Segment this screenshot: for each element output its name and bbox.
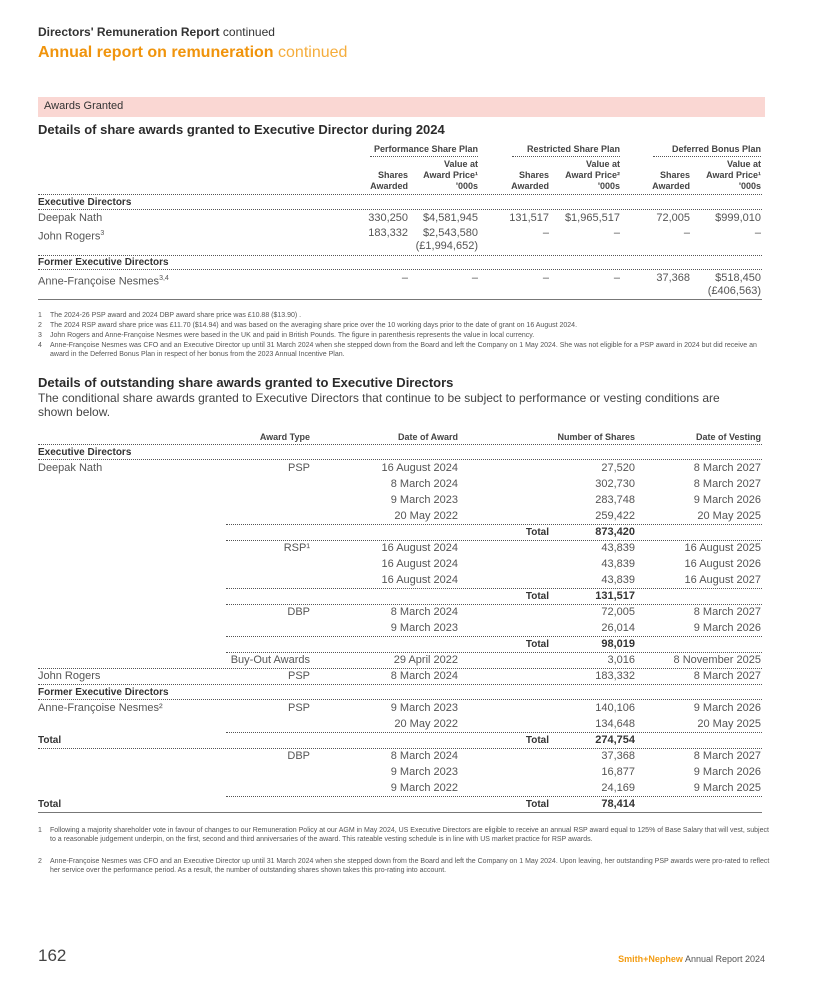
date-of-award: 8 March 2024 [390,750,458,762]
cell-dbp-shares: 37,368 [656,272,690,284]
table2-section-executive: Executive Directors [38,447,132,458]
date-of-vesting: 8 November 2025 [673,654,761,666]
total-value: 274,754 [595,734,635,746]
row-rule [38,748,762,749]
number-of-shares: 43,839 [601,558,635,570]
date-of-vesting: 8 March 2027 [693,462,761,474]
award-type: PSP [287,702,310,714]
row-rule [226,732,762,733]
date-of-vesting: 20 May 2025 [697,510,761,522]
row-rule [38,255,762,256]
col-award-type: Award Type [259,432,310,442]
date-of-vesting: 8 March 2027 [693,606,761,618]
number-of-shares: 140,106 [595,702,635,714]
table2-title: Details of outstanding share awards granted to Executive Directors [38,375,454,390]
number-of-shares: 259,422 [595,510,635,522]
total-value: 131,517 [595,590,635,602]
col-rsp-value: Value at Award Price² '000s [565,159,620,191]
row-name: Anne-Françoise Nesmes$^{3,4}$ [38,275,169,288]
date-of-vesting: 9 March 2026 [693,766,761,778]
row-rule [226,588,762,589]
group-dbp: Deferred Bonus Plan [671,144,761,154]
row-rule [38,699,762,700]
number-of-shares: 183,332 [595,670,635,682]
date-of-vesting: 9 March 2026 [693,622,761,634]
row-name: John Rogers$^3$ [38,230,105,243]
page-title-main: Annual report on remuneration [38,44,274,61]
footnote: 2 Anne-Françoise Nesmes was CFO and an Executive Director up until 31 March 2024 when she stepped down from the Board and left the Company on 1 May 2024. Upon leaving, her outstanding PSP awards were pro-rated to reflect her service over the performance period. As a result, the number of outstanding shares shown takes this pro-rating into account. [38,858,770,874]
date-of-vesting: 8 March 2027 [693,670,761,682]
total-label: Total [525,591,549,602]
section-band [38,97,765,117]
footnote: 2 The 2024 RSP award share price was £11.70 ($14.94) and was based on the averaging share price over the 10 working days prior to the date of grant on 16 August 2024. [38,322,578,329]
footnote: 4 Anne-Françoise Nesmes was CFO and an Executive Director up until 31 March 2024 when she stepped down from the Board and left the Company on 1 May 2024. She was not eligible for a PSP award in 2024 but did receive an award in the Deferred Bonus Plan in respect of her bonus from the 2023 Annual Incentive Plan. [38,342,757,358]
table1-section-former: Former Executive Directors [38,257,169,268]
section-title: Directors' Remuneration Report [38,25,220,39]
date-of-award: 20 May 2022 [394,510,458,522]
date-of-award: 16 August 2024 [381,542,458,554]
footnote: 1 The 2024-26 PSP award and 2024 DBP award share price was £10.88 ($13.90) . [38,312,302,319]
date-of-award: 29 April 2022 [393,654,458,666]
date-of-vesting: 9 March 2026 [693,494,761,506]
table-bottom-rule [38,299,762,300]
row-rule [226,636,762,637]
date-of-vesting: 16 August 2025 [684,542,761,554]
row-rule [38,269,762,270]
date-of-award: 9 March 2023 [390,766,458,778]
footnote: 3 John Rogers and Anne-Françoise Nesmes were based in the UK and paid in British Pounds. The figure in parenthesis represents the value in local currency. [38,332,535,339]
col-date-award: Date of Award [397,432,458,442]
award-type: DBP [287,750,310,762]
group-rsp: Restricted Share Plan [526,144,620,154]
col-dbp-shares: Shares Awarded [652,170,690,191]
row-rule [38,684,762,685]
row-name: John Rogers [38,670,101,682]
number-of-shares: 26,014 [601,622,635,634]
row-rule [226,796,762,797]
award-type: PSP [287,670,310,682]
cell-rsp-value: – [613,227,620,239]
cell-psp-value: – [471,272,478,284]
cell-psp-shares: 330,250 [368,212,408,224]
group-psp: Performance Share Plan [373,144,478,154]
footnote: 1 Following a majority shareholder vote in favour of changes to our Remuneration Policy at our AGM in May 2024, US Executive Directors are eligible to receive an annual RSP award equal to 125% of Base Salary that will vest, subject to a reasonable judgement underpin, on the first, second and third anniversaries of the award. This rateable vesting schedule is in line with US market practice for RSP awards. [38,827,769,843]
date-of-vesting: 9 March 2025 [693,782,761,794]
row-name: Deepak Nath [38,212,103,224]
table-bottom-rule [38,812,762,813]
page-title-continued: continued [278,44,348,61]
brand-name: Smith+Nephew [618,954,683,964]
group-rule [512,156,620,157]
col-psp-value: Value at Award Price¹ '000s [423,159,478,191]
footer-brand [618,954,765,964]
row-rule [38,209,762,210]
section-header [38,25,275,39]
cell-dbp-shares: 72,005 [656,212,690,224]
date-of-award: 16 August 2024 [381,558,458,570]
cell-rsp-value: – [613,272,620,284]
number-of-shares: 43,839 [601,574,635,586]
total-label: Total [525,527,549,538]
total-label: Total [38,735,62,746]
row-rule [38,668,762,669]
col-date-vesting: Date of Vesting [695,432,761,442]
row-name: Anne-Françoise Nesmes² [38,702,163,714]
table2-section-former: Former Executive Directors [38,687,169,698]
date-of-award: 16 August 2024 [381,462,458,474]
date-of-vesting: 20 May 2025 [697,718,761,730]
cell-rsp-shares: – [542,272,549,284]
page-number: 162 [38,946,67,965]
number-of-shares: 3,016 [607,654,635,666]
cell-dbp-value: – [754,227,761,239]
date-of-vesting: 16 August 2027 [684,574,761,586]
number-of-shares: 283,748 [595,494,635,506]
date-of-award: 20 May 2022 [394,718,458,730]
header-rule [38,194,762,195]
row-rule [226,540,762,541]
row-rule [226,652,762,653]
row-rule [226,604,762,605]
number-of-shares: 16,877 [601,766,635,778]
table1-title: Details of share awards granted to Executive Director during 2024 [38,122,445,137]
cell-psp-shares: 183,332 [368,227,408,239]
date-of-vesting: 9 March 2026 [693,702,761,714]
number-of-shares: 37,368 [601,750,635,762]
header-rule [38,444,762,445]
cell-psp-shares: – [401,272,408,284]
total-label: Total [525,735,549,746]
page-title [38,44,347,62]
award-type: PSP [287,462,310,474]
report-name: Annual Report 2024 [684,954,765,964]
cell-rsp-shares: – [542,227,549,239]
row-rule [226,524,762,525]
col-rsp-shares: Shares Awarded [511,170,549,191]
table2-subtitle: The conditional share awards granted to Executive Directors that continue to be subject to performance or vesting conditions are shown below. [38,391,720,419]
group-rule [653,156,761,157]
section-band-label: Awards Granted [44,100,124,112]
cell-psp-value: $2,543,580 (£1,994,652) [415,227,478,252]
date-of-vesting: 8 March 2027 [693,750,761,762]
row-rule [38,459,762,460]
date-of-award: 9 March 2023 [390,702,458,714]
number-of-shares: 134,648 [595,718,635,730]
col-number-shares: Number of Shares [557,432,635,442]
number-of-shares: 24,169 [601,782,635,794]
number-of-shares: 27,520 [601,462,635,474]
date-of-vesting: 16 August 2026 [684,558,761,570]
number-of-shares: 72,005 [601,606,635,618]
date-of-award: 8 March 2024 [390,670,458,682]
number-of-shares: 302,730 [595,478,635,490]
total-value: 873,420 [595,526,635,538]
cell-rsp-value: $1,965,517 [564,212,620,224]
total-label: Total [525,639,549,650]
group-rule [370,156,478,157]
table1-section-executive: Executive Directors [38,197,132,208]
date-of-award: 9 March 2023 [390,622,458,634]
total-value: 78,414 [601,798,635,810]
number-of-shares: 43,839 [601,542,635,554]
row-name: Deepak Nath [38,462,103,474]
date-of-award: 9 March 2023 [390,494,458,506]
cell-psp-value: $4,581,945 [422,212,478,224]
total-value: 98,019 [601,638,635,650]
cell-rsp-shares: 131,517 [509,212,549,224]
award-type: DBP [287,606,310,618]
date-of-vesting: 8 March 2027 [693,478,761,490]
award-type: RSP¹ [283,542,310,554]
date-of-award: 16 August 2024 [381,574,458,586]
date-of-award: 8 March 2024 [390,478,458,490]
award-type: Buy-Out Awards [230,654,310,666]
section-continued: continued [222,25,275,39]
total-label: Total [38,799,62,810]
date-of-award: 9 March 2022 [390,782,458,794]
cell-dbp-value: $518,450 (£406,563) [707,272,761,297]
cell-dbp-value: $999,010 [715,212,761,224]
col-psp-shares: Shares Awarded [370,170,408,191]
total-label: Total [525,799,549,810]
col-dbp-value: Value at Award Price¹ '000s [706,159,761,191]
date-of-award: 8 March 2024 [390,606,458,618]
cell-dbp-shares: – [683,227,690,239]
